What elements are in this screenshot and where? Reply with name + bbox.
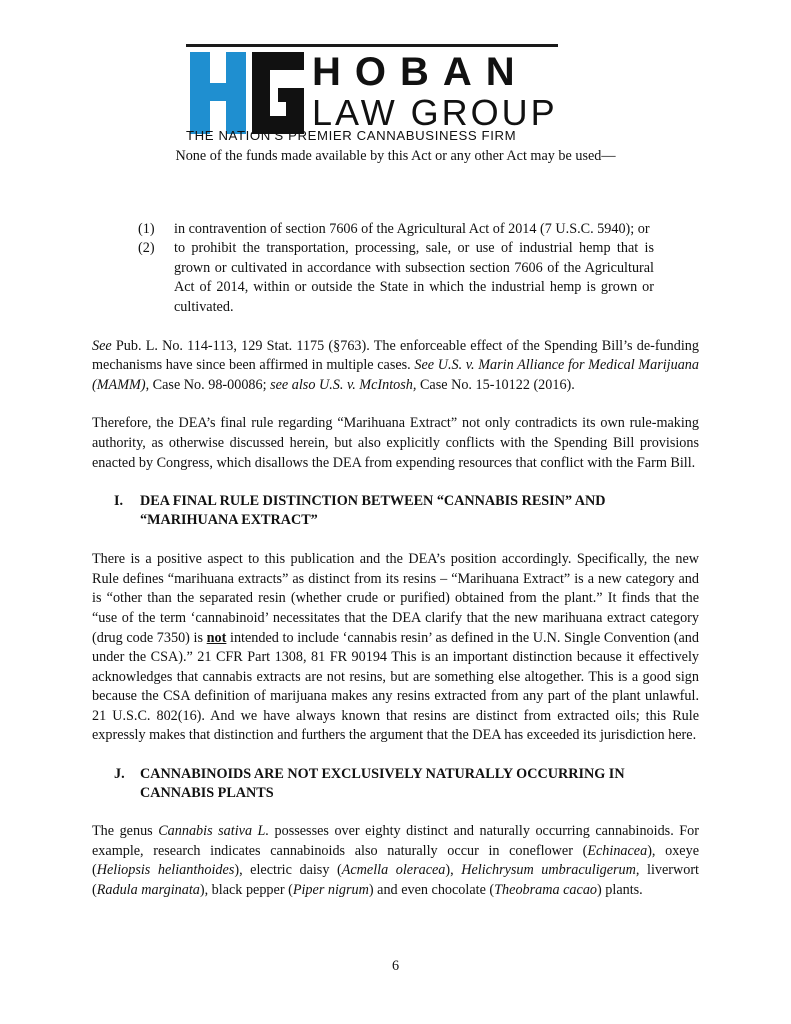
paragraph-see-citation	[92, 337, 699, 396]
brand-name-line2: LAW GROUP	[312, 92, 558, 133]
list-item-number: (1)	[138, 220, 155, 237]
species-name: Helichrysum umbraculigerum	[461, 862, 636, 879]
paragraph-text: ),	[445, 862, 462, 879]
species-name: Acmella oleracea	[341, 862, 446, 879]
list-item	[92, 220, 699, 240]
letterhead-top-rule	[186, 44, 558, 47]
brand-name-line1: HOBAN	[312, 50, 529, 94]
case-citation-mcintosh: see also U.S. v. McIntosh,	[270, 376, 417, 393]
case-citation-mamm: See U.S. v. Marin Alliance for Medical Marijuana (MAMM)	[92, 357, 699, 393]
paragraph-text: Case No. 15-10122 (2016).	[416, 376, 575, 393]
paragraph-text: intended to include ‘cannabis resin’ as defined in the U.N. Single Convention (and under the CSA).” 21 CFR Part 1308, 81 FR 90194 This is an important distinction because it effectively acknowledges that cannabis extracts are not resins, but are something else altogether. This is a good sign because the CSA definition of marijuana makes any resins extracted from any part of the plant unlawful. 21 U.S.C. 802(16). And we have always known that resins are distinct from extracted oils; this Rule expressly makes that distinction and furthers the argument that the DEA has exceeded its jurisdiction here.	[92, 629, 699, 744]
paragraph-text: , liverwort (	[92, 862, 700, 898]
paragraph-text: There is a positive aspect to this publication and the DEA’s position accordingly. Specifically, the new Rule defines “marihuana extracts” as distinct from its resins – “Marihuana Extract” is a new category and is “other than the separated resin (whether crude or purified) obtained from the plant.” It finds that the “use of the term ‘cannabinoid’ necessitates that the DEA clarify that the new marihuana extract category (drug code 7350) is	[92, 551, 699, 646]
page-number: 6	[391, 958, 400, 974]
species-name: Radula marginata	[96, 881, 200, 898]
letterhead-tagline: THE NATION’S PREMIER CANNABUSINESS FIRM	[186, 128, 517, 143]
species-name: Heliopsis helianthoides	[96, 862, 235, 879]
paragraph-text: , Case No. 98-00086;	[145, 376, 271, 393]
species-name: Theobrama cacao	[494, 881, 598, 898]
paragraph-text: ), electric daisy (	[234, 862, 342, 879]
document-body	[92, 147, 699, 900]
paragraph-positive-aspect	[92, 550, 699, 746]
section-number: J.	[114, 766, 125, 783]
hg-logo-icon	[190, 52, 304, 134]
paragraph-text: ), black pepper (	[199, 881, 293, 898]
section-heading-j	[92, 765, 699, 802]
paragraph-text: ) and even chocolate (	[368, 881, 495, 898]
species-name: Piper nigrum	[292, 881, 369, 898]
section-heading-i	[92, 492, 699, 529]
paragraph-text: The genus	[92, 823, 159, 840]
list-item-text: in contravention of section 7606 of the Agricultural Act of 2014 (7 U.S.C. 5940); or	[174, 220, 650, 237]
section-number: I.	[114, 493, 124, 510]
species-name: Echinacea	[587, 842, 648, 859]
emphasis-not: not	[206, 629, 227, 646]
list-item	[92, 239, 699, 317]
paragraph-text: Pub. L. No. 114-113, 129 Stat. 1175 (§763). The enforceable effect of the Spending Bill’s de-funding mechanisms have since been affirmed in multiple cases.	[92, 337, 699, 374]
paragraph-therefore: Therefore, the DEA’s final rule regarding “Marihuana Extract” not only contradicts its own rule-making authority, as otherwise discussed herein, but also explicitly conflicts with the Spending Bill provisions enacted by Congress, which disallows the DEA from expending resources that conflict with the Farm Bill.	[92, 415, 699, 471]
section-title: CANNABINOIDS ARE NOT EXCLUSIVELY NATURALLY OCCURRING IN CANNABIS PLANTS	[140, 766, 625, 801]
paragraph-text: ), oxeye (	[92, 842, 699, 879]
species-name: Cannabis sativa L.	[158, 823, 269, 840]
paragraph-text: possesses over eighty distinct and naturally occurring cannabinoids. For example, research indicates cannabinoids also naturally occur in coneflower (	[92, 823, 699, 859]
citation-signal: See	[92, 337, 112, 354]
paragraph-genus	[92, 822, 699, 900]
list-item-number: (2)	[138, 240, 155, 257]
statute-list	[92, 220, 699, 318]
statute-intro: None of the funds made available by this Act or any other Act may be used—	[175, 148, 616, 164]
section-title: DEA FINAL RULE DISTINCTION BETWEEN “CANNABIS RESIN” AND “MARIHUANA EXTRACT”	[140, 493, 606, 528]
paragraph-text: ) plants.	[597, 881, 643, 898]
list-item-text: to prohibit the transportation, processing, sale, or use of industrial hemp that is grown or cultivated in accordance with subsection section 7606 of the Agricultural Act of 2014, within or outside the State in which the industrial hemp is grown or cultivated.	[174, 240, 654, 315]
